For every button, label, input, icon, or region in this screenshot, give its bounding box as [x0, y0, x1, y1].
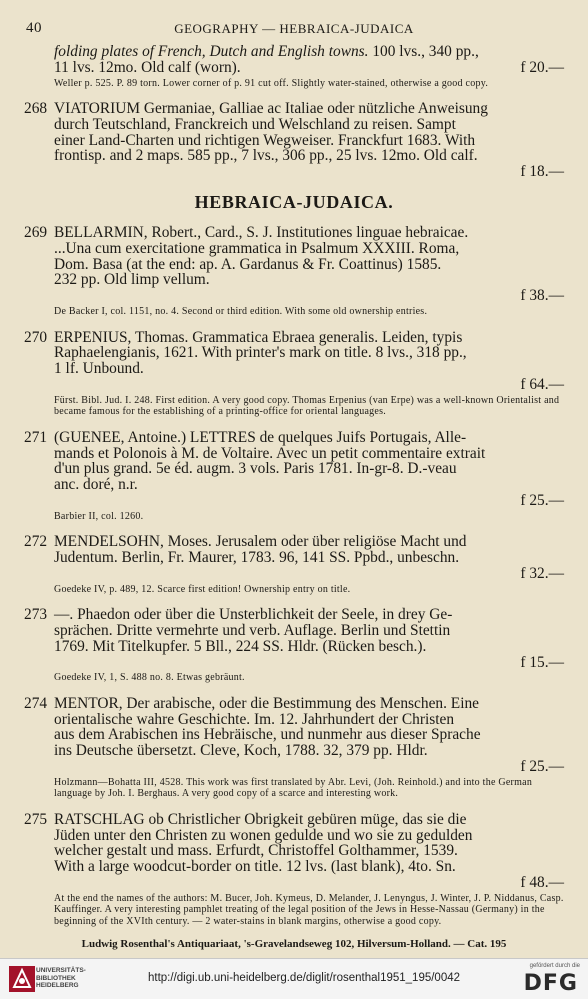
entry-line: mands et Polonois à M. de Voltaire. Avec un petit commentaire extrait	[54, 444, 486, 462]
university-seal-icon	[8, 965, 36, 993]
price-line	[24, 566, 564, 582]
price: f 25.—	[520, 758, 564, 775]
catalog-entry	[24, 696, 564, 800]
entry-line: 270 ERPENIUS, Thomas. Grammatica Ebraea generalis. Leiden, typis	[24, 328, 463, 346]
bibliographic-note: Fürst. Bibl. Jud. I. 248. First edition. A very good copy. Thomas Erpenius (van Erpe) was a well-known Orientalist and became famous for the establishing of a printing-office for oriental languages.	[54, 394, 560, 418]
entry-line: 272 MENDELSOHN, Moses. Jerusalem oder über religiöse Macht und	[24, 533, 467, 551]
entry-line: Judentum. Berlin, Fr. Maurer, 1783. 96, 141 SS. Ppbd., unbeschn.	[54, 549, 460, 567]
entry-line: d'un plus grand. 5e éd. augm. 3 vols. Paris 1781. In-gr-8. D.-veau	[54, 460, 457, 478]
viewer-bar	[0, 958, 588, 999]
catalog-content	[24, 44, 564, 939]
price: f 38.—	[520, 287, 564, 305]
lot-number: 270	[24, 328, 48, 346]
lot-number: 272	[24, 533, 48, 551]
catalog-entry	[24, 101, 564, 180]
catalog-footer: Ludwig Rosenthal's Antiquariaat, 's-Gravelandseweg 102, Hilversum-Holland. — Cat. 195	[81, 938, 507, 950]
price: f 48.—	[520, 873, 564, 891]
price: f 25.—	[520, 491, 564, 509]
price-line	[24, 377, 564, 393]
entry-line: 274 MENTOR, Der arabische, oder die Bestimmung des Menschen. Eine	[24, 694, 479, 712]
entry-line: frontisp. and 2 maps. 585 pp., 7 lvs., 306 pp., 25 lvs. 12mo. Old calf.	[54, 147, 478, 165]
entry-line: 275 RATSCHLAG ob Christlicher Obrigkeit gebüren müge, das sie die	[24, 810, 467, 828]
entry-line: 268 VIATORIUM Germaniae, Galliae ac Italiae oder nützliche Anweisung	[24, 100, 488, 118]
entry-line: With a large woodcut-border on title. 12 lvs. (last blank), 4to. Sn.	[54, 858, 456, 876]
lot-number: 274	[24, 694, 48, 712]
running-title: GEOGRAPHY — HEBRAICA-JUDAICA	[174, 21, 414, 36]
entry-line: Jüden unter den Christen zu wonen gedulde und wo sie zu gedulden	[54, 826, 473, 844]
entry-line: 232 pp. Old limp vellum.	[54, 271, 210, 289]
catalog-entry	[24, 607, 564, 684]
catalog-entry	[24, 330, 564, 418]
entry-line: welcher gestalt und mass. Erfurdt, Christoffel Golthammer, 1539.	[54, 842, 458, 860]
entry-line: 269 BELLARMIN, Robert., Card., S. J. Institutiones linguae hebraicae.	[24, 224, 469, 242]
entry-line: Dom. Basa (at the end: ap. A. Gardanus & Fr. Coattinus) 1585.	[54, 255, 442, 273]
entry-line: sprächen. Dritte vermehrte und verb. Auflage. Berlin und Stettin	[54, 621, 451, 639]
price-line	[24, 655, 564, 671]
lot-number: 273	[24, 606, 48, 624]
entry-line: orientalische wahre Geschichte. Im. 12. Jahrhundert der Christen	[54, 710, 455, 728]
lot-number: 268	[24, 100, 48, 118]
catalog-entry	[24, 430, 564, 522]
price-line	[24, 493, 564, 509]
bibliographic-note: Goedeke IV, 1, S. 488 no. 8. Etwas gebräunt.	[54, 672, 245, 684]
bibliographic-note: Weller p. 525. P. 89 torn. Lower corner of p. 91 cut off. Slightly water-stained, otherwise a good copy.	[54, 77, 489, 89]
entry-line: durch Teutschland, Franckreich und Welschland zu reisen. Sampt	[54, 115, 456, 133]
price-line	[24, 759, 564, 775]
price-line	[24, 875, 564, 891]
bibliographic-note: Goedeke IV, p. 489, 12. Scarce first edition! Ownership entry on title.	[54, 583, 351, 595]
entry-line: folding plates of French, Dutch and English towns. 100 lvs., 340 pp.,	[54, 43, 479, 60]
lot-number: 275	[24, 810, 48, 828]
price-line	[24, 288, 564, 304]
carryover-entry	[24, 44, 564, 89]
entry-line: Raphaelengianis, 1621. With printer's mark on title. 8 lvs., 318 pp.,	[54, 344, 467, 362]
entry-line: 273 —. Phaedon oder über die Unsterblichkeit der Seele, in drey Ge-	[24, 606, 453, 624]
price: f 18.—	[520, 163, 564, 181]
page-header	[24, 20, 564, 38]
entry-line: ins Deutsche übersetzt. Cleve, Koch, 1788. 32, 379 pp. Hldr.	[54, 742, 428, 760]
entry-line: ...Una cum exercitatione grammatica in Psalmum XXXIII. Roma,	[54, 239, 460, 257]
entry-line: 1 lf. Unbound.	[54, 360, 144, 378]
institution-name: UNIVERSITÄTS- BIBLIOTHEK HEIDELBERG	[36, 967, 86, 989]
permalink-url[interactable]: http://digi.ub.uni-heidelberg.de/diglit/rosenthal1951_195/0042	[148, 972, 461, 984]
price: f 32.—	[520, 564, 564, 582]
catalog-entry	[24, 534, 564, 595]
bibliographic-note: Barbier II, col. 1260.	[54, 510, 144, 522]
entry-line: aus dem Arabischen ins Hebräische, und nunmehr aus dieser Sprache	[54, 726, 481, 744]
entry-line: anc. doré, n.r.	[54, 476, 138, 494]
price: f 15.—	[520, 653, 564, 671]
price-line	[24, 164, 564, 180]
entry-line: 11 lvs. 12mo. Old calf (worn). f 20.—	[54, 58, 564, 76]
funder-caption: gefördert durch die	[529, 963, 580, 969]
bibliographic-note: De Backer I, col. 1151, no. 4. Second or third edition. With some old ownership entries.	[54, 306, 428, 318]
page-number: 40	[26, 20, 42, 36]
bibliographic-note: At the end the names of the authors: M. Bucer, Joh. Kymeus, D. Melander, J. Lenyngus, J. Winter, J. P. Niddanus, Casp. Kauffinger. A very interesting pamphlet treating of the legal position of the Jews in Hesse-Nassau (Germany) in the beginning of the XVIth century. — 2 water-stains in blank margins, otherwise a good copy.	[54, 892, 564, 927]
entry-line: 1769. Mit Titelkupfer. 5 Bll., 224 SS. Hldr. (Rücken besch.).	[54, 637, 427, 655]
section-title: HEBRAICA-JUDAICA.	[194, 192, 394, 213]
catalog-entry	[24, 812, 564, 927]
lot-number: 271	[24, 428, 48, 446]
entry-line: einer Land-Charten und richtigen Wegweiser. Franckfurt 1683. With	[54, 131, 476, 149]
entry-line: 271 (GUENEE, Antoine.) LETTRES de quelques Juifs Portugais, Alle-	[24, 428, 467, 446]
lot-number: 269	[24, 224, 48, 242]
price: f 64.—	[520, 375, 564, 393]
funder-logo: DFG	[523, 971, 578, 996]
bibliographic-note: Holzmann—Bohatta III, 4528. This work was first translated by Abr. Levi, (Joh. Reinhold.) and into the German language by Joh. I. Berghaus. A very good copy of a scarce and interesting work.	[54, 776, 533, 800]
catalog-entry	[24, 225, 564, 317]
price: f 20.—	[520, 58, 564, 76]
